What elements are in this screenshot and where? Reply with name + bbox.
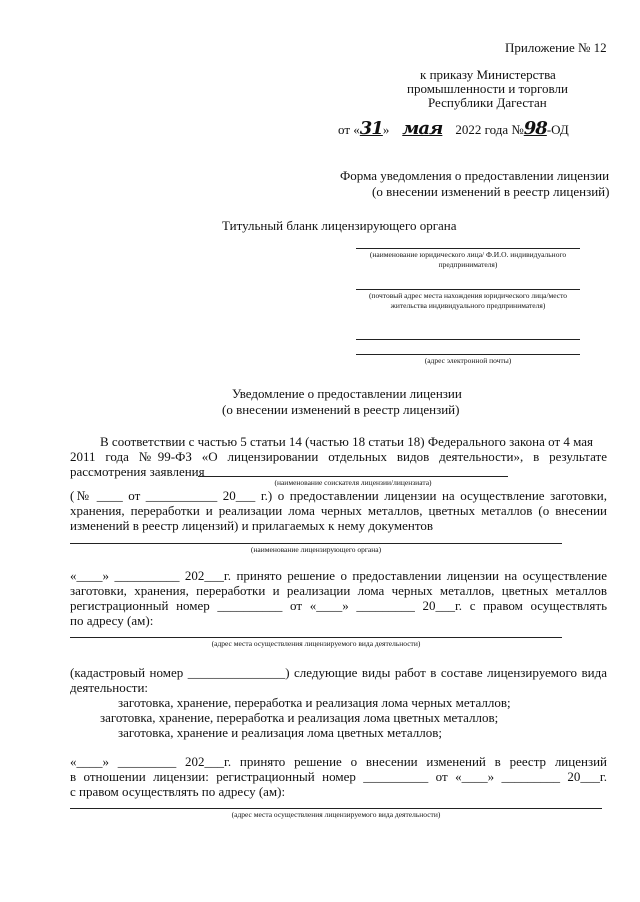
applicant-caption: (наименование соискателя лицензии/лицензиата) [274,478,432,487]
recipient-name-caption: (наименование юридического лица/ Ф.И.О. индивидуального предпринимателя) [369,250,567,269]
recipient-address-line [356,289,580,290]
order-date: от «31» мая 2022 года №98-ОД [338,118,569,139]
applicant-line [198,476,508,477]
form-title-line-2: (о внесении изменений в реестр лицензий) [372,184,610,199]
appendix-number: Приложение № 12 [505,40,607,55]
email-caption: (адрес электронной почты) [424,356,512,365]
recipient-name-line [356,248,580,249]
handwritten-day: 31 [359,118,383,139]
order-line-1: к приказу Министерства [420,67,556,82]
p2-line-1: «____» __________ 202___г. принято решение о предоставлении лицензии на осуществление [70,568,607,583]
work-item-1: заготовка, хранение, переработка и реализация лома черных металлов; [118,695,511,710]
p1-line-2: 2011 года №99-ФЗ «О лицензировании отдельных видов деятельности», в результате [70,449,607,464]
p1-line-3: рассмотрения заявления [70,464,205,479]
p3-line-1: (кадастровый номер _______________) следующие виды работ в составе лицензируемого вида [70,665,607,680]
email-line-2 [356,354,580,355]
notice-title-line-1: Уведомление о предоставлении лицензии [232,386,462,401]
p1-line-6: изменений в реестр лицензий) и прилагаемых к нему документов [70,518,434,533]
work-item-2: заготовка, хранение, переработка и реализация лома цветных металлов; [100,710,499,725]
p2-line-3: регистрационный номер __________ от «____» _________ 20___г. с правом осуществлять [70,598,607,613]
order-line-2: промышленности и торговли [407,81,568,96]
order-line-3: Республики Дагестан [428,95,547,110]
p4-line-2: в отношении лицензии: регистрационный номер __________ от «____» _________ 20___г. [70,769,607,784]
work-item-3: заготовка, хранение и реализация лома цветных металлов; [118,725,442,740]
issuer-label: Титульный бланк лицензирующего органа [222,218,457,233]
place-line-1 [70,637,562,638]
p4-line-1: «____» _________ 202___г. принято решение о внесении изменений в реестр лицензий [70,754,607,769]
notice-title-line-2: (о внесении изменений в реестр лицензий) [222,402,460,417]
p2-line-2: заготовки, хранения, переработки и реализации лома черных металлов, цветных металлов [70,583,607,598]
p1-line-1: В соответствии с частью 5 статьи 14 (частью 18 статьи 18) Федерального закона от 4 мая [100,434,594,449]
authority-line [70,543,562,544]
handwritten-month: мая [402,118,443,139]
place-line-2 [70,808,602,809]
p2-line-4: по адресу (ам): [70,613,154,628]
authority-caption: (наименование лицензирующего органа) [250,545,382,554]
place-caption-1: (адрес места осуществления лицензируемого вида деятельности) [211,639,421,648]
handwritten-number: 98 [523,118,547,139]
p4-line-3: с правом осуществлять по адресу (ам): [70,784,286,799]
place-caption-2: (адрес места осуществления лицензируемого вида деятельности) [231,810,441,819]
form-title-line-1: Форма уведомления о предоставлении лицензии [340,168,610,183]
p1-line-4: (№ ____ от ___________ 20___ г.) о предоставлении лицензии на осуществление заготовки, [70,488,607,503]
p1-line-5: хранения, переработки и реализации лома черных металлов, цветных металлов (о внесении [70,503,607,518]
p3-line-2: деятельности: [70,680,149,695]
email-line-1 [356,339,580,340]
recipient-address-caption: (почтовый адрес места нахождения юридического лица/место жительства индивидуального предпринимателя) [368,291,568,310]
